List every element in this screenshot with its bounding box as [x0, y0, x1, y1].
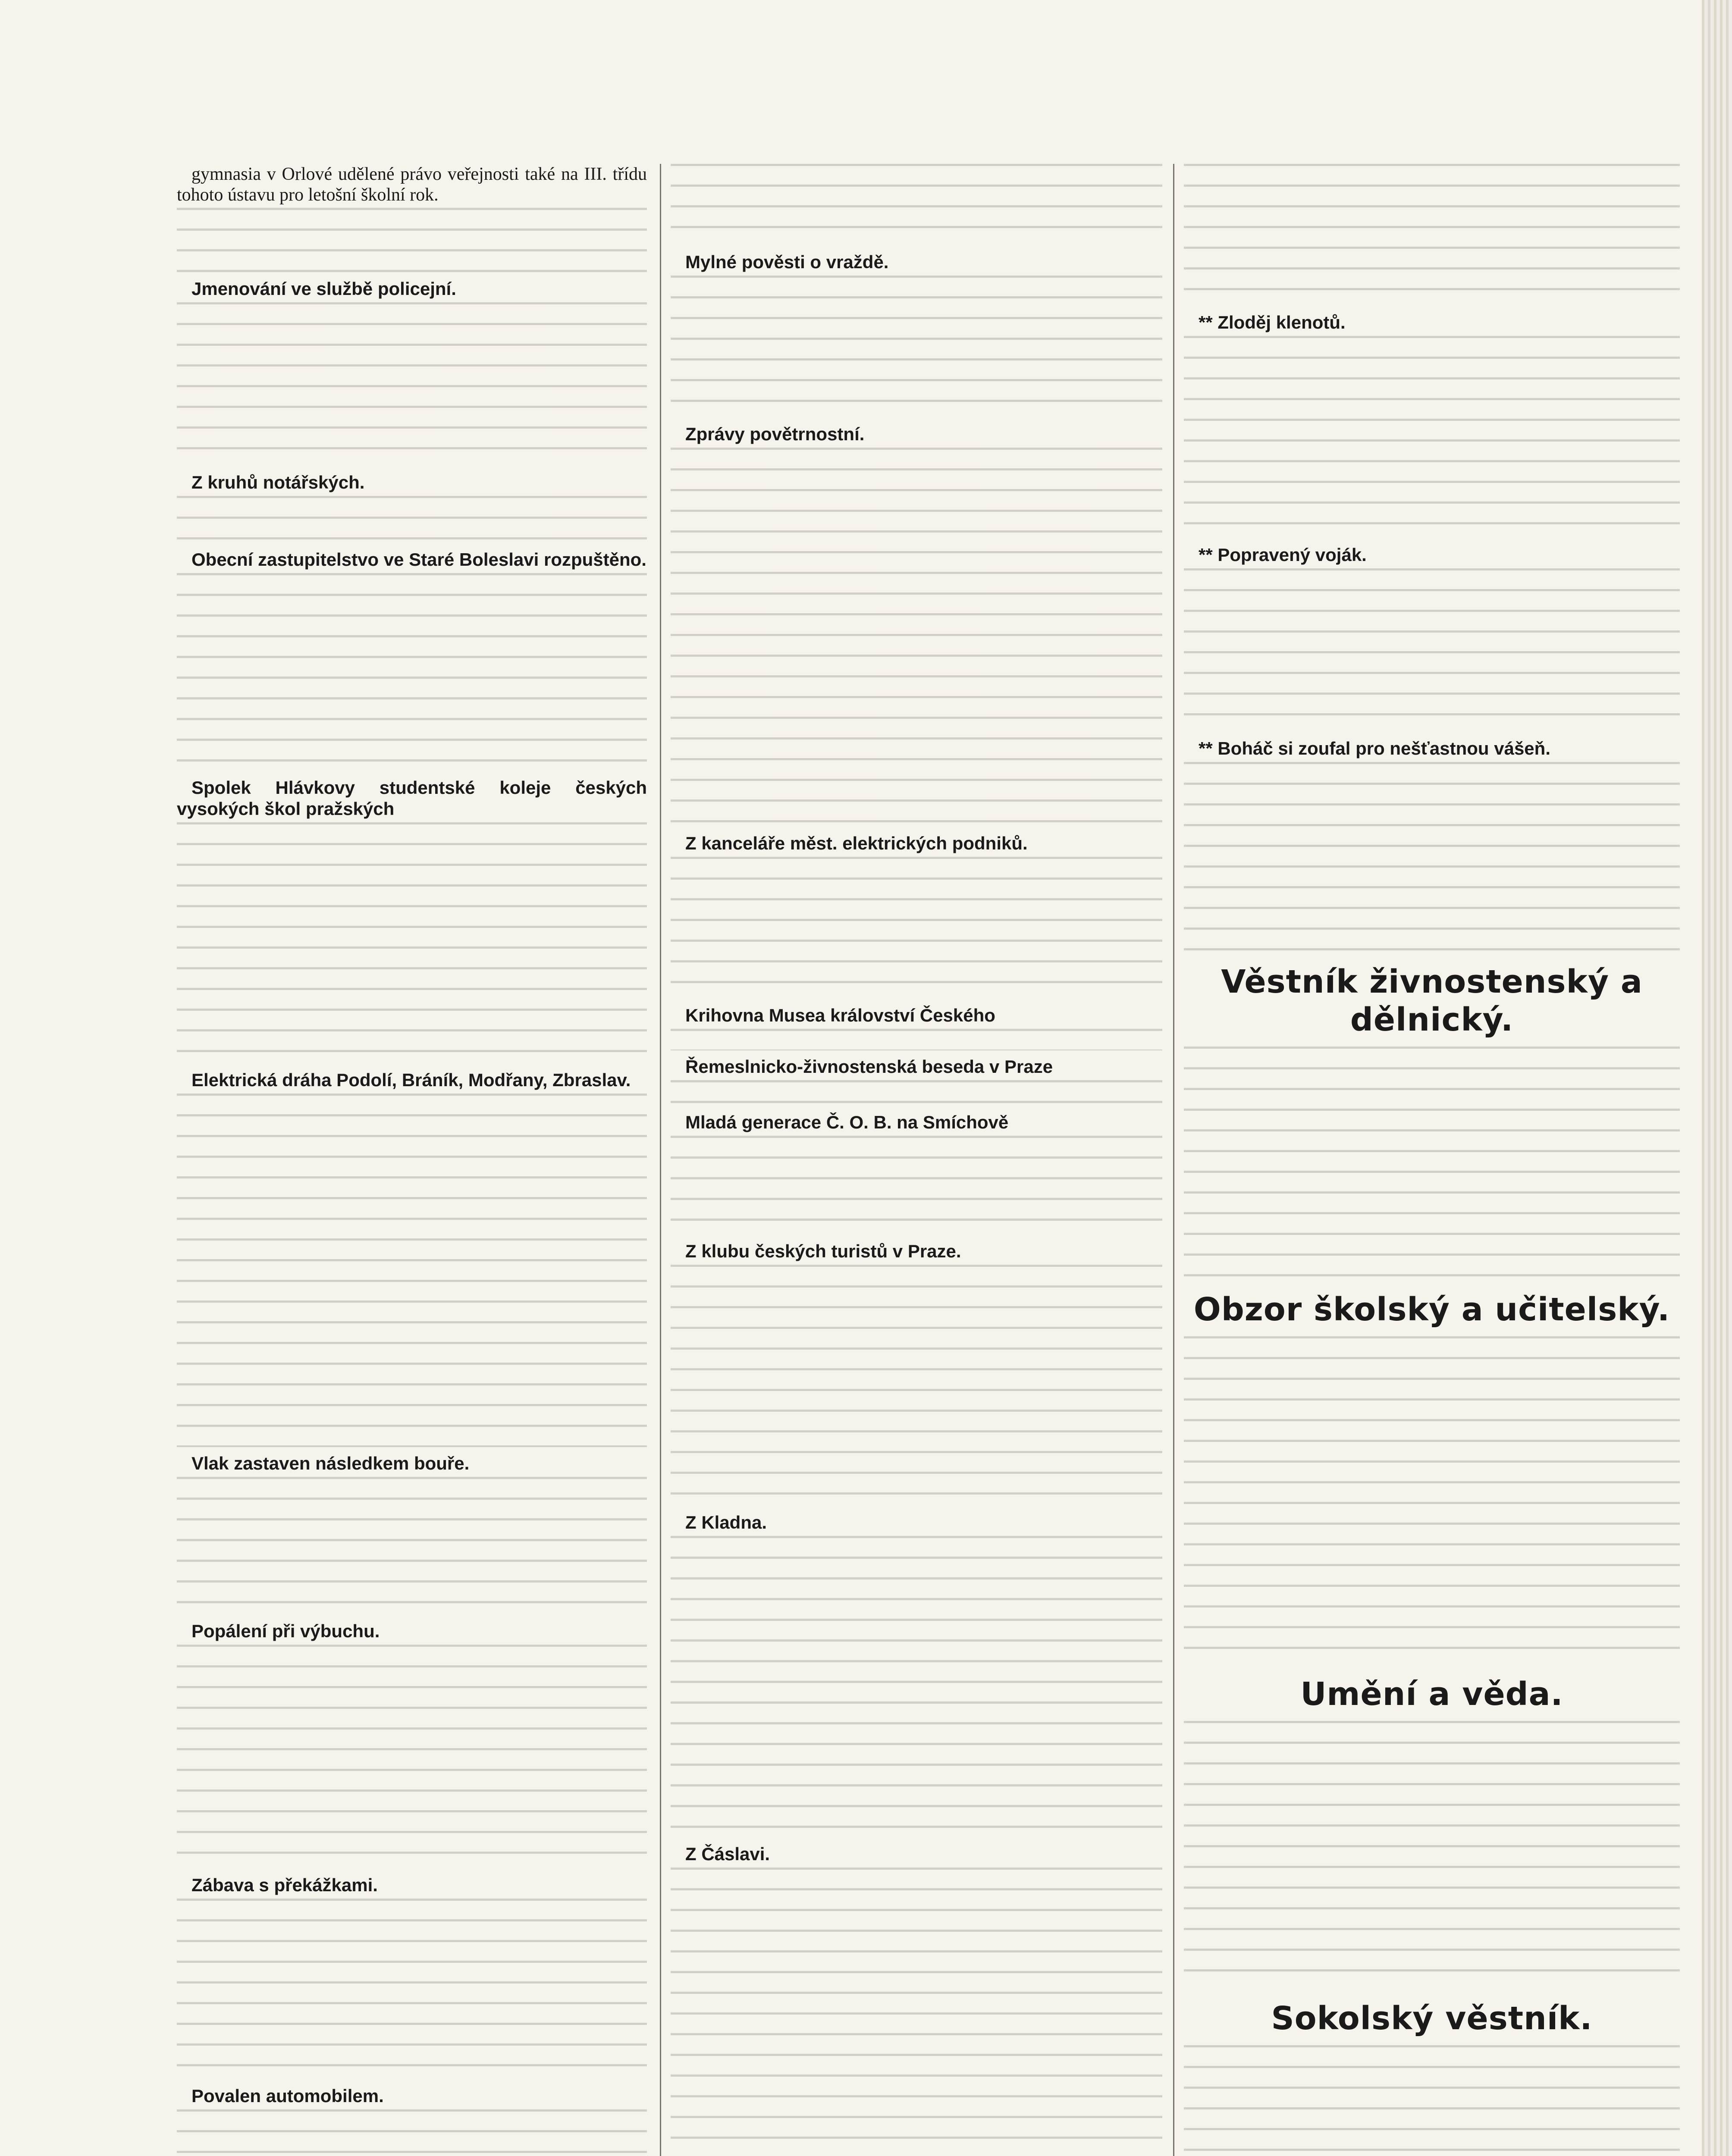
section-heading: Obzor školský a učitelský.: [1193, 1291, 1670, 1328]
section-heading: Umění a věda.: [1300, 1676, 1563, 1713]
text-block: [177, 496, 647, 543]
text-block: [671, 1536, 1162, 1838]
article-head: Z kruhů notářských.: [191, 472, 365, 492]
article-head: Popálení při výbuchu.: [191, 1621, 380, 1641]
article-head: Z Kladna.: [685, 1512, 767, 1532]
article-head: ** Popravený voják.: [1199, 545, 1367, 565]
article-head: Vlak zastaven následkem bouře.: [191, 1453, 470, 1473]
article-head: Obecní zastupitelstvo ve Staré Boleslavi rozpuštěno.: [191, 549, 646, 570]
page-edge: [1702, 0, 1732, 2156]
text-block: [177, 1094, 647, 1447]
text-block: [1184, 1721, 1680, 1988]
text-block: [177, 1899, 647, 2080]
article-head: Zábava s překážkami.: [191, 1875, 378, 1895]
article-head: Povalen automobilem.: [191, 2086, 384, 2106]
text-block: [671, 164, 1162, 246]
article-head: Řemeslnicko-živnostenská beseda v Praze: [685, 1056, 1053, 1077]
text-block: [671, 276, 1162, 418]
column-rule: [660, 164, 661, 2156]
article-head: Krihovna Musea království Českého: [685, 1005, 995, 1025]
text-block: [671, 1868, 1162, 2156]
article-head: ** Zloděj klenotů.: [1199, 312, 1346, 332]
column-3: [1184, 164, 1680, 2156]
text-block: [1184, 1336, 1680, 1664]
text-block: [1184, 1047, 1680, 1279]
article-head: Z Čáslavi.: [685, 1844, 770, 1864]
article-head: Spolek Hlávkovy studentské koleje českých vysokých škol pražských: [177, 777, 647, 819]
text-block: [1184, 568, 1680, 732]
text-block: [177, 2109, 647, 2156]
text-block: [177, 573, 647, 771]
text-block: [177, 1645, 647, 1869]
article-head: Zprávy povětrnostní.: [685, 424, 865, 444]
article-head: Mylné pověsti o vraždě.: [685, 252, 889, 272]
article-head: ** Boháč si zoufal pro nešťastnou vášeň.: [1199, 738, 1550, 758]
article-head: Z klubu českých turistů v Praze.: [685, 1241, 961, 1261]
column-rule: [1173, 164, 1174, 2156]
article-head: Jmenování ve službě policejní.: [191, 279, 456, 299]
text-block: [1184, 762, 1680, 952]
text-block: [177, 302, 647, 466]
text-block: [177, 822, 647, 1064]
text-block: [1184, 164, 1680, 306]
text-block: [177, 1477, 647, 1615]
text-block: [671, 1029, 1162, 1050]
article-head: Elektrická dráha Podolí, Bráník, Modřany, Zbraslav.: [191, 1070, 631, 1090]
section-heading: Sokolský věstník.: [1271, 2000, 1593, 2037]
section-heading: Věstník živnostenský a dělnický.: [1221, 963, 1643, 1038]
text-block: [671, 1265, 1162, 1506]
column-2: [671, 164, 1162, 2156]
opening-paragraph: gymnasia v Orlové udělené právo veřejnosti také na III. třídu tohoto ústavu pro letošní školní rok.: [177, 164, 647, 205]
text-block: [671, 448, 1162, 827]
text-block: [1184, 336, 1680, 539]
article-head: Mladá generace Č. O. B. na Smíchově: [685, 1112, 1009, 1132]
text-block: [671, 1136, 1162, 1235]
text-block: [671, 857, 1162, 999]
article-head: Z kanceláře měst. elektrických podniků.: [685, 833, 1028, 853]
text-block: [671, 1080, 1162, 1106]
text-block: [177, 208, 647, 273]
column-1: [177, 164, 647, 2156]
text-block: [1184, 2045, 1680, 2156]
